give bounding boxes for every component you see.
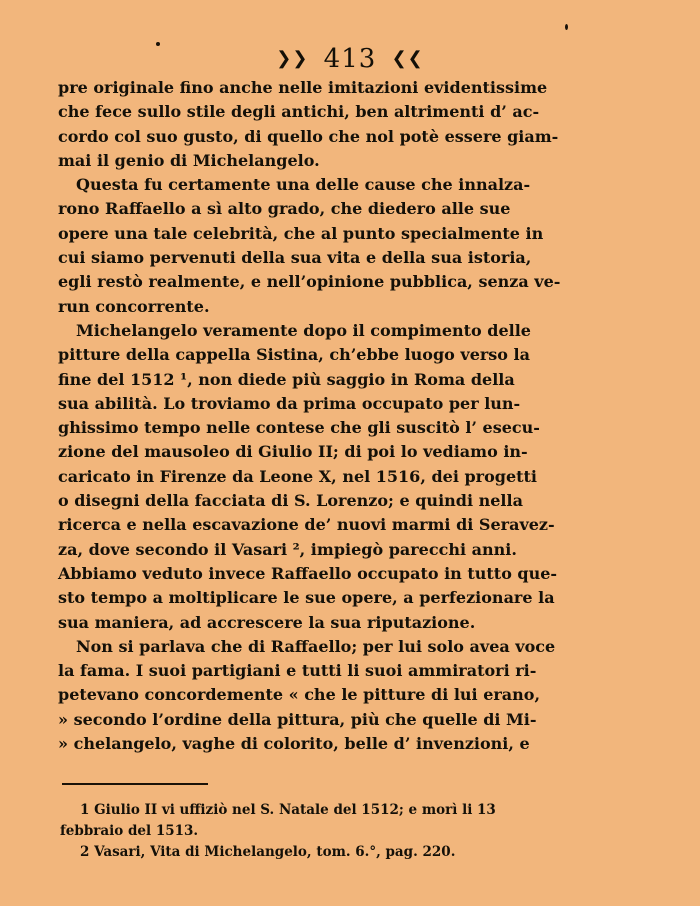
- text-line: pitture della cappella Sistina, ch’ebbe luogo verso la: [58, 345, 530, 365]
- text-line: rono Raffaello a sì alto grado, che diedero alle sue: [58, 199, 511, 219]
- text-line: mai il genio di Michelangelo.: [58, 150, 320, 170]
- page-number: 413: [323, 44, 377, 74]
- text-line: la fama. I suoi partigiani e tutti li suoi ammiratori ri-: [58, 661, 537, 681]
- footnote-line: febbraio del 1513.: [60, 823, 199, 839]
- text-line: Non si parlava che di Raffaello; per lui solo avea voce: [76, 636, 556, 656]
- text-line: fine del 1512 ¹, non diede più saggio in Roma della: [58, 369, 515, 389]
- text-line: che fece sullo stile degli antichi, ben altrimenti d’ ac-: [58, 102, 540, 122]
- ink-speck: [565, 24, 568, 30]
- text-line: ghissimo tempo nelle contese che gli suscitò l’ esecu-: [58, 418, 540, 438]
- text-line: sua abilità. Lo troviamo da prima occupato per lun-: [58, 393, 521, 413]
- text-line: petevano concordemente « che le pitture di lui erano,: [58, 685, 541, 705]
- text-line: ricerca e nella escavazione de’ nuovi marmi di Seravez-: [58, 515, 555, 535]
- ornament-left: ❯❯: [276, 48, 309, 69]
- text-line: sto tempo a moltiplicare le sue opere, a perfezionare la: [58, 588, 555, 608]
- text-line: Abbiamo veduto invece Raffaello occupato in tutto que-: [58, 563, 558, 583]
- text-line: run concorrente.: [58, 296, 210, 316]
- footnote-line: 1 Giulio II vi uffiziò nel S. Natale del 1512; e morì li 13: [80, 802, 496, 818]
- text-line: Questa fu certamente una delle cause che innalza-: [76, 175, 531, 195]
- page-header: [0, 44, 700, 74]
- text-line: caricato in Firenze da Leone X, nel 1516, dei progetti: [58, 466, 537, 486]
- text-line: pre originale fino anche nelle imitazioni evidentissime: [58, 78, 548, 97]
- footnote-rule: [62, 783, 208, 785]
- text-line: egli restò realmente, e nell’opinione pubblica, senza ve-: [58, 272, 561, 292]
- footnotes: [60, 800, 510, 863]
- text-line: » chelangelo, vaghe di colorito, belle d’ invenzioni, e: [58, 734, 530, 754]
- body-text: [58, 76, 561, 756]
- ornament-right: ❮❮: [391, 48, 424, 69]
- text-line: zione del mausoleo di Giulio II; di poi lo vediamo in-: [58, 442, 528, 462]
- text-line: » secondo l’ordine della pittura, più che quelle di Mi-: [58, 709, 537, 729]
- text-line: cordo col suo gusto, di quello che nol potè essere giam-: [58, 126, 559, 146]
- footnote-line: 2 Vasari, Vita di Michelangelo, tom. 6.°, pag. 220.: [80, 844, 456, 860]
- text-line: Michelangelo veramente dopo il compimento delle: [76, 320, 531, 340]
- text-line: cui siamo pervenuti della sua vita e della sua istoria,: [58, 248, 532, 268]
- text-line: sua maniera, ad accrescere la sua riputazione.: [58, 612, 476, 632]
- text-line: za, dove secondo il Vasari ², impiegò parecchi anni.: [58, 539, 517, 559]
- ink-speck: [156, 42, 160, 46]
- text-line: o disegni della facciata di S. Lorenzo; e quindi nella: [58, 491, 523, 511]
- text-line: opere una tale celebrità, che al punto specialmente in: [58, 223, 544, 243]
